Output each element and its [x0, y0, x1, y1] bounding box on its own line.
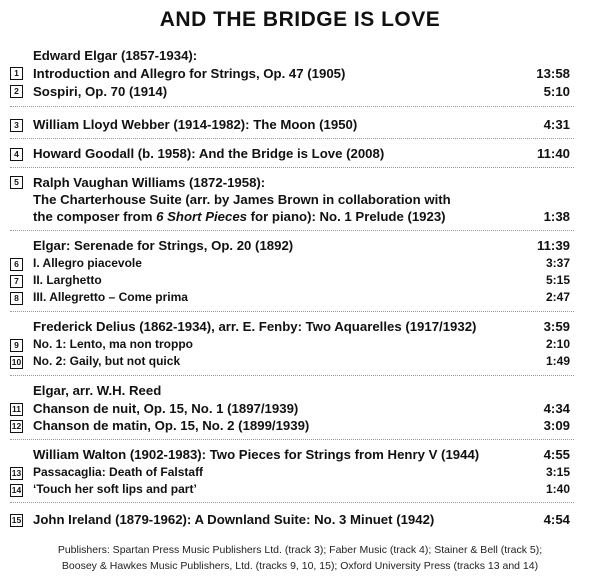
track-title: William Lloyd Webber (1914-1982): The Moon (1950): [33, 117, 358, 132]
movement-title: III. Allegretto – Come prima: [33, 290, 188, 304]
divider: [10, 106, 574, 107]
work-duration: 3:59: [543, 319, 570, 334]
divider: [10, 230, 574, 231]
track-number: 5: [10, 176, 23, 189]
work-duration: 11:39: [536, 238, 570, 253]
track-duration: 13:58: [536, 66, 570, 81]
movement-title: ‘Touch her soft lips and part’: [33, 482, 197, 496]
track-title: Introduction and Allegro for Strings, Op. 47 (1905): [33, 66, 346, 81]
track-number: 11: [12, 404, 21, 414]
divider: [10, 311, 574, 312]
track-duration: 11:40: [536, 146, 570, 161]
track-title: John Ireland (1879-1962): A Downland Suite: No. 3 Minuet (1942): [33, 512, 435, 527]
work-header: William Walton (1902-1983): Two Pieces for Strings from Henry V (1944): [33, 447, 480, 462]
track-title: Sospiri, Op. 70 (1914): [33, 84, 168, 99]
track-number: 2: [10, 85, 23, 98]
track-number: 1: [10, 67, 23, 80]
divider: [10, 439, 574, 440]
track-number: 13: [11, 468, 22, 478]
work-line-prefix: the composer from: [33, 209, 157, 224]
track-title: Howard Goodall (b. 1958): And the Bridge is Love (2008): [33, 146, 385, 161]
work-line-suffix: for piano): No. 1 Prelude (1923): [247, 209, 446, 224]
track-number: 7: [10, 275, 23, 288]
work-line-last: [33, 208, 446, 225]
movement-title: II. Larghetto: [33, 273, 102, 287]
composer-line: Ralph Vaughan Williams (1872-1958):: [33, 175, 266, 190]
work-duration: 4:55: [543, 447, 570, 462]
movement-title: No. 1: Lento, ma non troppo: [33, 337, 193, 351]
divider: [10, 138, 574, 139]
publishers-line: Publishers: Spartan Press Music Publishers Ltd. (track 3); Faber Music (track 4); Stainer & Bell (track 5);: [57, 544, 543, 556]
work-header: Elgar, arr. W.H. Reed: [33, 383, 162, 398]
track-duration: 2:47: [545, 290, 570, 304]
album-title: AND THE BRIDGE IS LOVE: [159, 8, 441, 31]
track-duration: 3:37: [545, 256, 570, 270]
track-duration: 3:15: [545, 465, 570, 479]
publishers-line: Boosey & Hawkes Music Publishers, Ltd. (tracks 9, 10, 15); Oxford University Press (tracks 13 and 14): [61, 560, 539, 572]
track-number: 3: [10, 119, 23, 132]
track-duration: 2:10: [545, 337, 570, 351]
track-duration: 1:40: [545, 482, 570, 496]
track-duration: 5:10: [543, 84, 570, 99]
composer-header: Edward Elgar (1857-1934):: [33, 48, 198, 63]
track-duration: 3:09: [543, 418, 570, 433]
track-duration: 1:49: [545, 354, 570, 368]
track-number: 9: [10, 339, 23, 352]
work-line-italic-title: 6 Short Pieces: [156, 209, 247, 224]
track-duration: 1:38: [543, 209, 570, 224]
movement-title: Passacaglia: Death of Falstaff: [33, 465, 204, 479]
track-duration: 4:34: [543, 401, 570, 416]
track-number: 4: [10, 148, 23, 161]
divider: [10, 375, 574, 376]
work-header: Frederick Delius (1862-1934), arr. E. Fenby: Two Aquarelles (1917/1932): [33, 319, 477, 334]
track-duration: 4:54: [543, 512, 570, 527]
track-number: 6: [10, 258, 23, 271]
movement-title: No. 2: Gaily, but not quick: [33, 354, 181, 368]
track-number: 14: [11, 485, 22, 495]
divider: [10, 167, 574, 168]
track-number: 12: [11, 421, 22, 431]
track-number: 8: [10, 292, 23, 305]
track-title: Chanson de matin, Op. 15, No. 2 (1899/1939): [33, 418, 310, 433]
work-line: The Charterhouse Suite (arr. by James Brown in collaboration with: [33, 192, 451, 207]
divider: [10, 502, 574, 503]
track-number: 15: [11, 515, 22, 525]
track-number: 10: [11, 357, 22, 367]
work-header: Elgar: Serenade for Strings, Op. 20 (1892): [33, 238, 294, 253]
track-duration: 5:15: [545, 273, 570, 287]
track-duration: 4:31: [543, 117, 570, 132]
movement-title: I. Allegro piacevole: [33, 256, 142, 270]
track-title: Chanson de nuit, Op. 15, No. 1 (1897/1939): [33, 401, 299, 416]
